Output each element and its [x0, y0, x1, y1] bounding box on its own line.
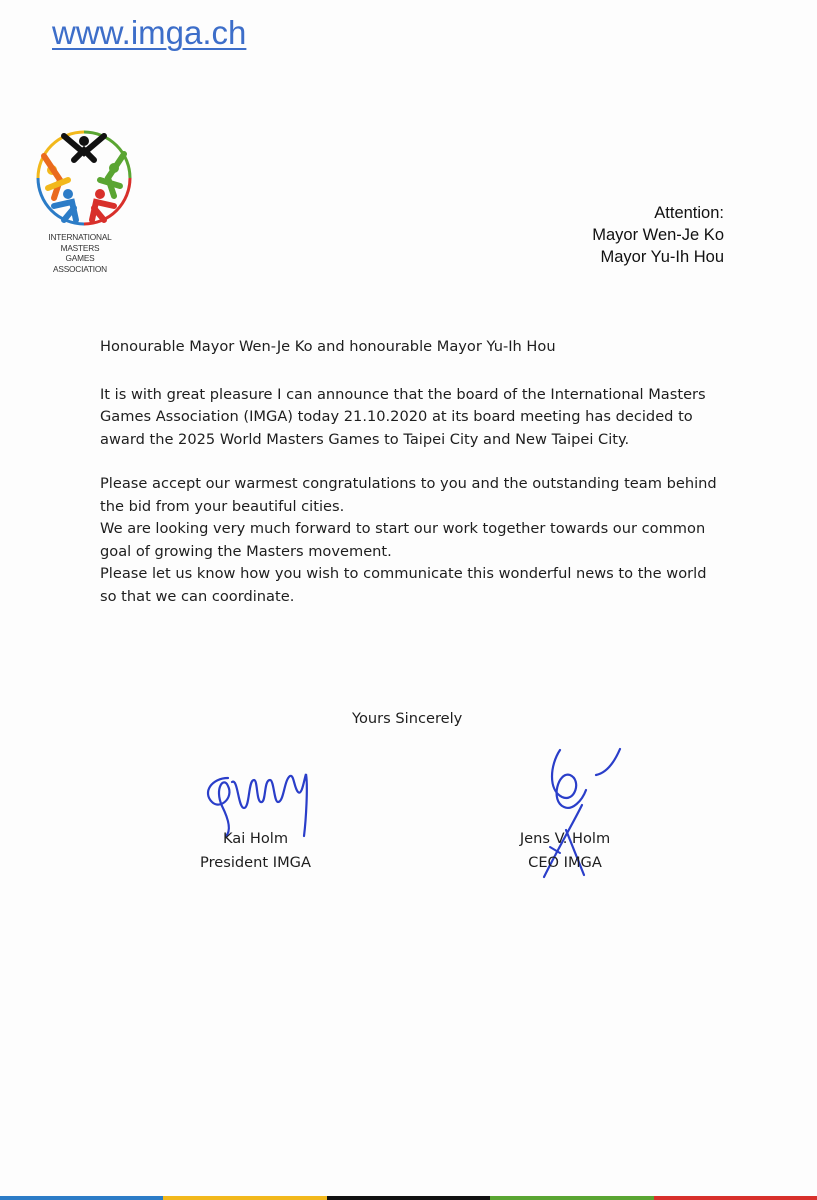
signatory-name: Jens V. Holm: [519, 830, 611, 847]
paragraph-communicate: Please let us know how you wish to communicate this wonderful news to the world so that we can coordinate.: [100, 565, 707, 605]
recipient-line: Mayor Yu-Ih Hou: [600, 248, 724, 266]
salutation: Honourable Mayor Wen-Je Ko and honourable Mayor Yu-Ih Hou: [100, 338, 556, 355]
recipient-line: Mayor Wen-Je Ko: [592, 226, 724, 244]
signatory-ceo: [500, 827, 630, 875]
stripe-green: [490, 1196, 653, 1200]
logo-org-name: [30, 232, 130, 274]
signature-kai-holm: [198, 758, 318, 838]
signatory-title: President IMGA: [200, 854, 311, 871]
website-link[interactable]: www.imga.ch: [52, 14, 247, 51]
stripe-blue: [0, 1196, 163, 1200]
paragraph-forward: We are looking very much forward to start our work together towards our common goal of growing the Masters movement.: [100, 520, 706, 560]
logo-line: INTERNATIONAL: [48, 232, 112, 242]
stripe-yellow: [163, 1196, 326, 1200]
attention-label: Attention:: [654, 204, 724, 222]
stripe-red: [654, 1196, 817, 1200]
logo-line: MASTERS: [60, 242, 100, 253]
imga-emblem-icon: [34, 128, 134, 228]
bottom-color-stripe: [0, 1196, 817, 1200]
paragraph-announcement: It is with great pleasure I can announce that the board of the International Masters Games Association (IMGA) today 21.10.2020 at its board meeting has decided to award the 2025 World Masters Games to Taipei City and New Taipei City.: [100, 385, 706, 448]
letter-body: [100, 336, 720, 608]
paragraph-congratulations: Please accept our warmest congratulations to you and the outstanding team behind the bid from your beautiful cities.: [100, 475, 717, 515]
signatory-name: Kai Holm: [222, 830, 289, 847]
logo-line: GAMES: [65, 253, 95, 263]
attention-block: [592, 202, 724, 268]
signatory-president: [188, 827, 323, 875]
signatory-title: CEO IMGA: [528, 854, 602, 871]
stripe-black: [327, 1196, 490, 1200]
closing: Yours Sincerely: [352, 710, 463, 727]
logo-line: ASSOCIATION: [53, 263, 107, 274]
imga-logo: [30, 128, 138, 274]
